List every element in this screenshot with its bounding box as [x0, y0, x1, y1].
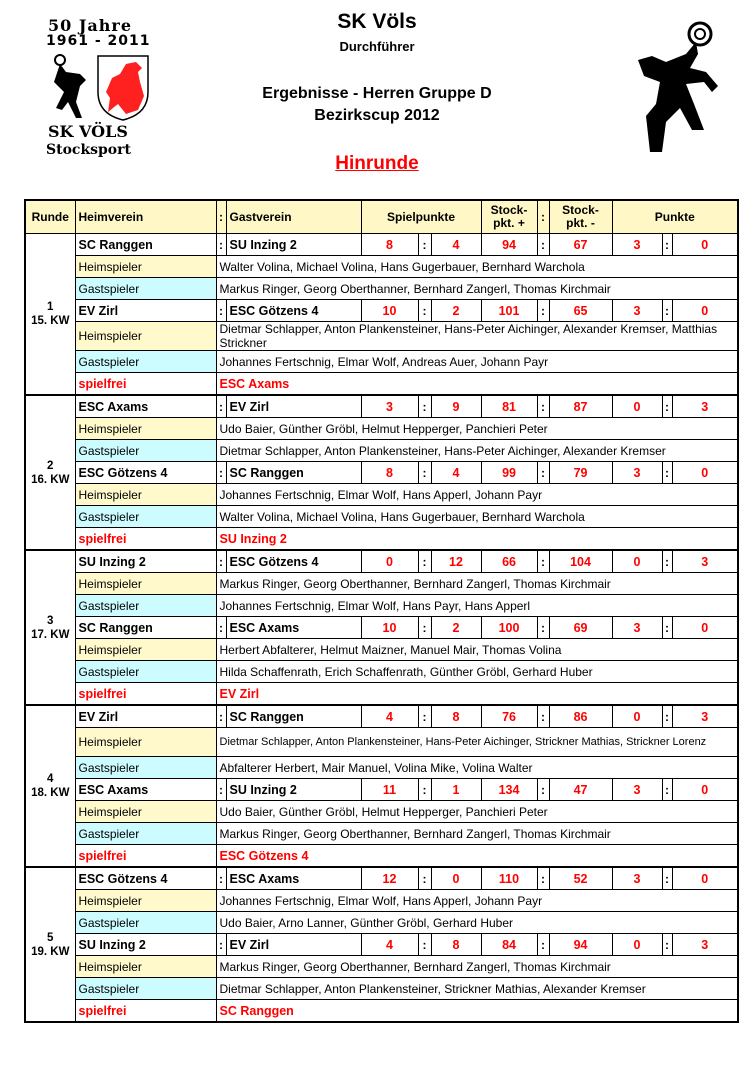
home-players-label: Heimspieler [75, 956, 216, 978]
guest-players: Markus Ringer, Georg Oberthanner, Bernhard Zangerl, Thomas Kirchmair [216, 278, 738, 300]
competition-heading: Bezirkscup 2012 [314, 107, 440, 124]
points-sep: : [662, 934, 672, 956]
points-sep: : [662, 300, 672, 322]
points-home: 3 [612, 300, 662, 322]
home-players-label: Heimspieler [75, 728, 216, 757]
home-players-label: Heimspieler [75, 484, 216, 506]
home-players: Udo Baier, Günther Gröbl, Helmut Hepperger, Panchieri Peter [216, 801, 738, 823]
section-heading: Hinrunde [335, 153, 419, 174]
game-points-home: 12 [361, 867, 418, 890]
team-sep: : [216, 550, 226, 573]
game-points-guest: 4 [431, 462, 481, 484]
bye-team: ESC Axams [216, 373, 738, 396]
points-home: 0 [612, 550, 662, 573]
game-points-guest: 2 [431, 300, 481, 322]
guest-players-label: Gastspieler [75, 440, 216, 462]
guest-team: ESC Götzens 4 [226, 300, 361, 322]
stock-points-sep: : [537, 617, 549, 639]
stock-points-plus: 100 [481, 617, 537, 639]
stock-player-silhouette-icon [600, 12, 730, 157]
game-points-sep: : [418, 779, 431, 801]
home-team: ESC Götzens 4 [75, 867, 216, 890]
points-guest: 0 [672, 617, 738, 639]
bye-row [25, 528, 738, 551]
points-guest: 3 [672, 550, 738, 573]
game-points-home: 11 [361, 779, 418, 801]
stock-points-sep: : [537, 300, 549, 322]
points-guest: 0 [672, 462, 738, 484]
points-sep: : [662, 395, 672, 418]
home-players-label: Heimspieler [75, 322, 216, 351]
guest-team: SC Ranggen [226, 462, 361, 484]
team-sep: : [216, 395, 226, 418]
guest-players: Walter Volina, Michael Volina, Hans Gugerbauer, Bernhard Warchola [216, 506, 738, 528]
points-sep: : [662, 779, 672, 801]
points-sep: : [662, 462, 672, 484]
logo-years: 1961 - 2011 [46, 33, 151, 49]
guest-players-label: Gastspieler [75, 351, 216, 373]
points-guest: 0 [672, 867, 738, 890]
game-points-guest: 1 [431, 779, 481, 801]
game-points-sep: : [418, 234, 431, 256]
stock-points-minus: 65 [549, 300, 612, 322]
home-team: SU Inzing 2 [75, 550, 216, 573]
bye-team: SU Inzing 2 [216, 528, 738, 551]
round-cell [25, 234, 75, 396]
points-guest: 3 [672, 395, 738, 418]
col-stock-plus [481, 200, 537, 234]
guest-team: SU Inzing 2 [226, 234, 361, 256]
home-team: EV Zirl [75, 300, 216, 322]
col-gastverein: Gastverein [226, 200, 361, 234]
team-sep: : [216, 234, 226, 256]
stock-points-minus: 67 [549, 234, 612, 256]
round-week: 18. KW [31, 787, 70, 799]
bye-label: spielfrei [75, 528, 216, 551]
game-points-home: 10 [361, 617, 418, 639]
guest-players-label: Gastspieler [75, 823, 216, 845]
team-sep: : [216, 779, 226, 801]
match-row [25, 934, 738, 956]
game-points-home: 10 [361, 300, 418, 322]
stock-points-plus: 81 [481, 395, 537, 418]
team-sep: : [216, 705, 226, 728]
stock-points-minus: 47 [549, 779, 612, 801]
stock-points-plus: 134 [481, 779, 537, 801]
game-points-home: 8 [361, 234, 418, 256]
table-header-row [25, 200, 738, 234]
game-points-home: 0 [361, 550, 418, 573]
points-sep: : [662, 617, 672, 639]
guest-team: SU Inzing 2 [226, 779, 361, 801]
game-points-sep: : [418, 934, 431, 956]
game-points-sep: : [418, 617, 431, 639]
game-points-sep: : [418, 705, 431, 728]
round-number: 1 [47, 301, 54, 313]
bye-team: SC Ranggen [216, 1000, 738, 1023]
round-week: 17. KW [31, 628, 70, 641]
guest-players-label: Gastspieler [75, 978, 216, 1000]
match-row [25, 867, 738, 890]
points-sep: : [662, 867, 672, 890]
points-guest: 0 [672, 234, 738, 256]
game-points-sep: : [418, 462, 431, 484]
home-players-row [25, 639, 738, 661]
points-home: 0 [612, 705, 662, 728]
stock-points-plus: 76 [481, 705, 537, 728]
guest-players: Hilda Schaffenrath, Erich Schaffenrath, Günther Gröbl, Gerhard Huber [216, 661, 738, 683]
guest-players-row [25, 440, 738, 462]
home-players-row [25, 801, 738, 823]
points-sep: : [662, 550, 672, 573]
bye-team: ESC Götzens 4 [216, 845, 738, 868]
stock-points-minus: 87 [549, 395, 612, 418]
home-players-label: Heimspieler [75, 573, 216, 595]
guest-players: Dietmar Schlapper, Anton Plankensteiner, Strickner Mathias, Alexander Kremser [216, 978, 738, 1000]
game-points-guest: 8 [431, 705, 481, 728]
bye-team: EV Zirl [216, 683, 738, 706]
game-points-guest: 4 [431, 234, 481, 256]
guest-players-label: Gastspieler [75, 912, 216, 934]
game-points-guest: 9 [431, 395, 481, 418]
stock-points-minus: 104 [549, 550, 612, 573]
match-row [25, 462, 738, 484]
game-points-guest: 8 [431, 934, 481, 956]
results-heading: Ergebnisse - Herren Gruppe D [262, 85, 492, 102]
guest-players-row [25, 278, 738, 300]
game-points-sep: : [418, 550, 431, 573]
home-team: SC Ranggen [75, 617, 216, 639]
team-sep: : [216, 462, 226, 484]
home-players-row [25, 418, 738, 440]
guest-team: EV Zirl [226, 395, 361, 418]
guest-team: ESC Götzens 4 [226, 550, 361, 573]
home-players-label: Heimspieler [75, 639, 216, 661]
stock-points-minus: 86 [549, 705, 612, 728]
guest-players-row [25, 823, 738, 845]
stock-points-plus: 101 [481, 300, 537, 322]
points-home: 3 [612, 867, 662, 890]
guest-players-label: Gastspieler [75, 278, 216, 300]
stock-points-plus: 84 [481, 934, 537, 956]
home-players-row [25, 956, 738, 978]
round-number: 5 [47, 931, 54, 944]
round-week: 16. KW [31, 473, 70, 486]
bye-label: spielfrei [75, 845, 216, 868]
stock-points-sep: : [537, 462, 549, 484]
bye-label: spielfrei [75, 373, 216, 396]
bye-row [25, 845, 738, 868]
round-cell [25, 395, 75, 550]
guest-team: ESC Axams [226, 617, 361, 639]
stock-points-plus: 66 [481, 550, 537, 573]
home-players-row [25, 484, 738, 506]
home-players: Markus Ringer, Georg Oberthanner, Bernhard Zangerl, Thomas Kirchmair [216, 956, 738, 978]
guest-team: SC Ranggen [226, 705, 361, 728]
guest-players-label: Gastspieler [75, 661, 216, 683]
guest-players-row [25, 757, 738, 779]
bye-label: spielfrei [75, 1000, 216, 1023]
game-points-guest: 0 [431, 867, 481, 890]
guest-players: Markus Ringer, Georg Oberthanner, Bernhard Zangerl, Thomas Kirchmair [216, 823, 738, 845]
team-sep: : [216, 617, 226, 639]
home-players-row [25, 256, 738, 278]
home-players: Markus Ringer, Georg Oberthanner, Bernhard Zangerl, Thomas Kirchmair [216, 573, 738, 595]
points-sep: : [662, 234, 672, 256]
col-stock-plus-line1: Stock- [490, 203, 528, 217]
guest-players-label: Gastspieler [75, 506, 216, 528]
guest-players: Dietmar Schlapper, Anton Plankensteiner, Hans-Peter Aichinger, Alexander Kremser [216, 440, 738, 462]
stock-points-sep: : [537, 934, 549, 956]
logo-anniversary: 50 Jahre [48, 16, 133, 35]
stock-points-sep: : [537, 550, 549, 573]
stock-points-plus: 94 [481, 234, 537, 256]
points-home: 3 [612, 617, 662, 639]
stock-points-sep: : [537, 234, 549, 256]
match-row [25, 234, 738, 256]
guest-players-label: Gastspieler [75, 595, 216, 617]
match-row [25, 617, 738, 639]
game-points-guest: 2 [431, 617, 481, 639]
col-stock-minus-line2: pkt. - [566, 216, 595, 230]
points-home: 0 [612, 934, 662, 956]
guest-players-label: Gastspieler [75, 757, 216, 779]
round-number: 4 [47, 773, 54, 785]
col-stock-plus-line2: pkt. + [493, 216, 525, 230]
guest-players: Udo Baier, Arno Lanner, Günther Gröbl, Gerhard Huber [216, 912, 738, 934]
home-team: ESC Axams [75, 779, 216, 801]
stock-points-plus: 99 [481, 462, 537, 484]
guest-players-row [25, 506, 738, 528]
home-team: EV Zirl [75, 705, 216, 728]
stock-points-minus: 94 [549, 934, 612, 956]
stock-points-minus: 52 [549, 867, 612, 890]
home-players-label: Heimspieler [75, 256, 216, 278]
stock-points-sep: : [537, 395, 549, 418]
col-sep: : [216, 200, 226, 234]
guest-players-row [25, 351, 738, 373]
points-guest: 3 [672, 934, 738, 956]
home-players-label: Heimspieler [75, 890, 216, 912]
home-players: Udo Baier, Günther Gröbl, Helmut Hepperger, Panchieri Peter [216, 418, 738, 440]
match-row [25, 779, 738, 801]
round-number: 2 [47, 459, 54, 472]
home-team: ESC Götzens 4 [75, 462, 216, 484]
points-guest: 0 [672, 300, 738, 322]
home-team: SC Ranggen [75, 234, 216, 256]
match-row [25, 395, 738, 418]
home-players: Dietmar Schlapper, Anton Plankensteiner, Hans-Peter Aichinger, Strickner Mathias, Strickner Lorenz [216, 728, 738, 757]
game-points-home: 4 [361, 705, 418, 728]
stock-points-sep: : [537, 779, 549, 801]
match-row [25, 300, 738, 322]
results-table [24, 199, 739, 1023]
game-points-home: 8 [361, 462, 418, 484]
logo-sport: Stocksport [46, 142, 131, 158]
round-cell [25, 550, 75, 705]
home-team: SU Inzing 2 [75, 934, 216, 956]
bye-row [25, 373, 738, 396]
round-week: 19. KW [31, 945, 70, 958]
guest-players: Johannes Fertschnig, Elmar Wolf, Andreas Auer, Johann Payr [216, 351, 738, 373]
bye-row [25, 683, 738, 706]
points-sep: : [662, 705, 672, 728]
col-spielpunkte: Spielpunkte [361, 200, 481, 234]
game-points-home: 3 [361, 395, 418, 418]
guest-players: Abfalterer Herbert, Mair Manuel, Volina Mike, Volina Walter [216, 757, 738, 779]
round-cell [25, 867, 75, 1022]
team-sep: : [216, 934, 226, 956]
stock-points-minus: 69 [549, 617, 612, 639]
stock-player-with-coat-of-arms-icon [46, 52, 161, 122]
points-home: 3 [612, 462, 662, 484]
club-logo [38, 14, 168, 158]
game-points-sep: : [418, 300, 431, 322]
guest-players-row [25, 595, 738, 617]
round-number: 3 [47, 614, 54, 627]
points-home: 3 [612, 234, 662, 256]
guest-players-row [25, 912, 738, 934]
home-team: ESC Axams [75, 395, 216, 418]
home-players: Walter Volina, Michael Volina, Hans Gugerbauer, Bernhard Warchola [216, 256, 738, 278]
team-sep: : [216, 300, 226, 322]
stock-points-sep: : [537, 867, 549, 890]
home-players-label: Heimspieler [75, 418, 216, 440]
results-body [25, 234, 738, 1023]
guest-players-row [25, 661, 738, 683]
logo-club-name: SK VÖLS [48, 122, 128, 141]
home-players-row [25, 322, 738, 351]
col-stock-minus [549, 200, 612, 234]
col-heimverein: Heimverein [75, 200, 216, 234]
home-players: Johannes Fertschnig, Elmar Wolf, Hans Apperl, Johann Payr [216, 484, 738, 506]
home-players-row [25, 890, 738, 912]
points-home: 3 [612, 779, 662, 801]
round-week: 15. KW [31, 315, 70, 327]
col-punkte: Punkte [612, 200, 738, 234]
col-stock-minus-line1: Stock- [562, 203, 599, 217]
home-players-label: Heimspieler [75, 801, 216, 823]
points-guest: 0 [672, 779, 738, 801]
stock-points-minus: 79 [549, 462, 612, 484]
stock-points-plus: 110 [481, 867, 537, 890]
team-sep: : [216, 867, 226, 890]
home-players: Dietmar Schlapper, Anton Plankensteiner, Hans-Peter Aichinger, Alexander Kremser, Matthias Strickner [216, 322, 738, 351]
page-subtitle: Durchführer [339, 39, 415, 54]
home-players-row [25, 728, 738, 757]
points-guest: 3 [672, 705, 738, 728]
game-points-sep: : [418, 867, 431, 890]
guest-players-row [25, 978, 738, 1000]
match-row [25, 705, 738, 728]
home-players: Johannes Fertschnig, Elmar Wolf, Hans Apperl, Johann Payr [216, 890, 738, 912]
guest-team: ESC Axams [226, 867, 361, 890]
page-title: SK Völs [337, 10, 417, 33]
home-players-row [25, 573, 738, 595]
home-players: Herbert Abfalterer, Helmut Maizner, Manuel Mair, Thomas Volina [216, 639, 738, 661]
game-points-home: 4 [361, 934, 418, 956]
game-points-guest: 12 [431, 550, 481, 573]
guest-players: Johannes Fertschnig, Elmar Wolf, Hans Payr, Hans Apperl [216, 595, 738, 617]
guest-team: EV Zirl [226, 934, 361, 956]
round-cell [25, 705, 75, 867]
bye-row [25, 1000, 738, 1023]
col-stock-sep: : [537, 200, 549, 234]
match-row [25, 550, 738, 573]
game-points-sep: : [418, 395, 431, 418]
col-runde: Runde [25, 200, 75, 234]
stock-points-sep: : [537, 705, 549, 728]
points-home: 0 [612, 395, 662, 418]
bye-label: spielfrei [75, 683, 216, 706]
